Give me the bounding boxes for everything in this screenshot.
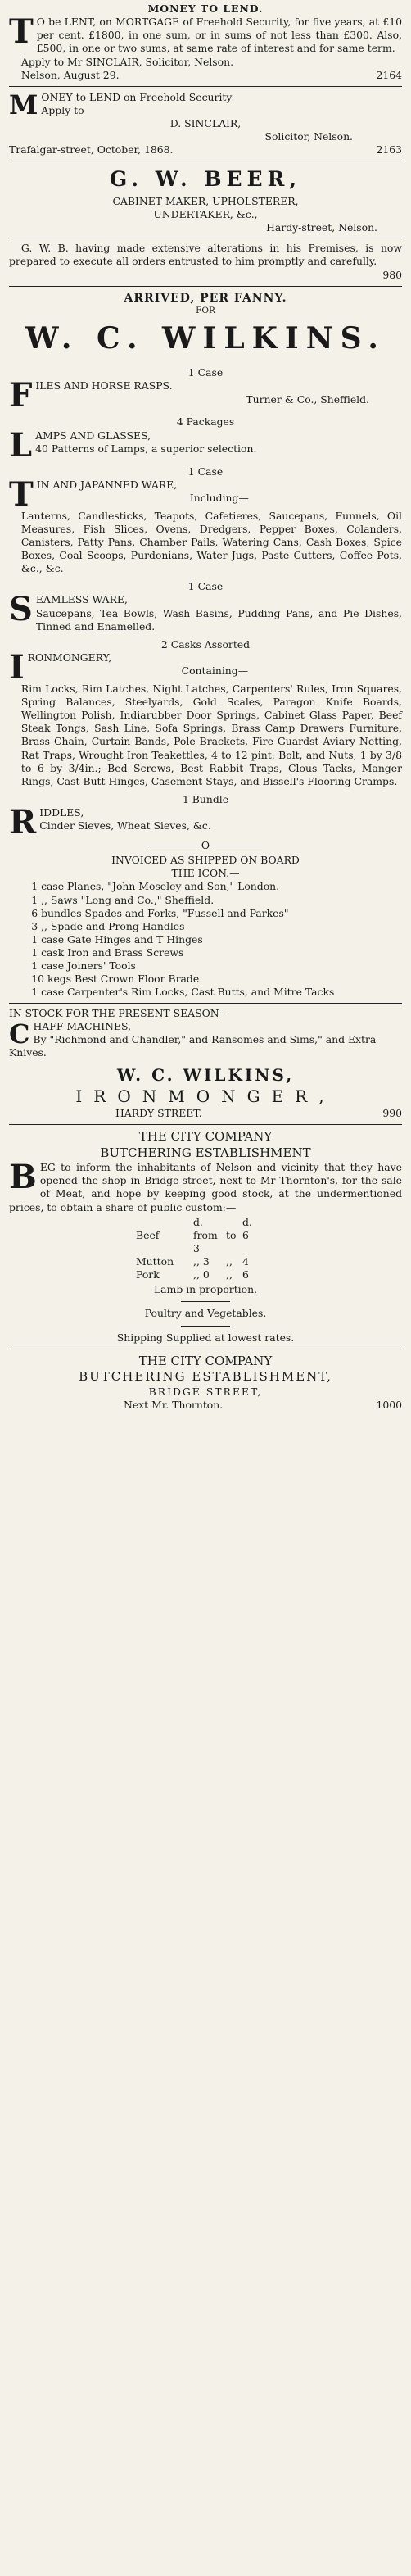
ad-wilkins — [9, 291, 402, 1121]
price-from: ,, 3 — [193, 1255, 210, 1268]
list-item: 1 cask Iron and Brass Screws — [31, 946, 184, 959]
ad-title: BUTCHERING ESTABLISHMENT, — [79, 1369, 332, 1385]
ad-body: EG to inform the inhabitants of Nelson and vicinity that they have opened the shop in Bridge-street, next to Mr Thornton's, for the sale of Meat, and hope by keeping good stock, at the undermentioned prices, to obtain a share of public custom:— — [9, 1161, 402, 1213]
section-body: Saucepans, Tea Bowls, Wash Basins, Pudding Pans, and Pie Dishes, Tinned and Enamelled. — [35, 606, 402, 633]
drop-cap: I — [9, 647, 25, 687]
section-head: AMPS AND GLASSES, — [35, 429, 151, 442]
price-item: Beef — [136, 1228, 160, 1241]
section-head: RONMONGERY, — [27, 651, 112, 664]
section-qty: 2 Casks Assorted — [160, 637, 251, 651]
list-item: 1 case Joiners' Tools — [31, 959, 136, 973]
price-table — [9, 1216, 402, 1282]
section-body: By "Richmond and Chandler," and Ransomes and Sims," and Extra Knives. — [9, 1032, 377, 1059]
section-sub: Including— — [189, 491, 249, 504]
ad-apply: Apply to Mr SINCLAIR, Solicitor, Nelson. — [20, 55, 234, 68]
section-qty: 4 Packages — [176, 415, 235, 429]
ad-heading: MONEY TO LEND. — [147, 2, 264, 15]
ad-dateline: Nelson, August 29. — [20, 68, 120, 81]
invoice-ship: THE ICON.— — [171, 867, 240, 880]
short-divider — [181, 1301, 230, 1302]
separator-glyph: O — [201, 839, 210, 851]
drop-cap: M — [9, 88, 38, 120]
ad-number: 980 — [382, 268, 402, 281]
ad-title: W. C. WILKINS. — [25, 321, 386, 356]
ad-trade: IRONMONGER, — [75, 1086, 336, 1106]
ad-trades: CABINET MAKER, UPHOLSTERER, — [112, 194, 299, 207]
invoice-heading: INVOICED AS SHIPPED ON BOARD — [111, 854, 300, 867]
list-item: 10 kegs Best Crown Floor Brade — [31, 973, 200, 986]
ad-city-company — [9, 1129, 402, 1345]
list-item: 1 case Carpenter's Rim Locks, Cast Butts, and Mitre Tacks — [31, 986, 335, 999]
ad-g-w-beer — [9, 166, 402, 281]
section-head: ILES AND HORSE RASPS. — [35, 379, 173, 392]
drop-cap: S — [9, 590, 33, 629]
ad-title: THE CITY COMPANY — [138, 1353, 273, 1368]
ad-address: Hardy-street, Nelson. — [266, 221, 377, 234]
newspaper-column — [9, 0, 402, 1412]
section-sub: Containing— — [181, 664, 249, 677]
stock-heading: IN STOCK FOR THE PRESENT SEASON— — [9, 1006, 229, 1019]
section-body: 40 Patterns of Lamps, a superior selection. — [35, 442, 257, 455]
ad-title: THE CITY COMPANY — [138, 1129, 273, 1145]
price-to: to — [226, 1228, 237, 1241]
section-head: IDDLES, — [39, 806, 84, 819]
ad-body: G. W. B. having made extensive alterations in his Premises, is now prepared to execute all orders entrusted to him promptly and carefully. — [9, 242, 402, 268]
ad-number: 2164 — [376, 68, 402, 81]
ad-next: Next Mr. Thornton. — [124, 1398, 224, 1411]
section-qty: 1 Case — [187, 465, 224, 478]
drop-cap: T — [9, 474, 34, 514]
ornament-separator — [9, 839, 402, 852]
section-qty: 1 Bundle — [182, 792, 229, 805]
ad-line: ONEY to LEND on Freehold Security — [41, 90, 233, 103]
ad-note: Shipping Supplied at lowest rates. — [116, 1331, 295, 1344]
price-val: 6 — [242, 1228, 249, 1241]
ad-body: O be LENT, on MORTGAGE of Freehold Security, for five years, at £10 per cent. £1800, in one sum, or in sums of not less than £300. Also, £500, in one or two sums, at same rate of interest and for same term. — [36, 16, 402, 55]
list-item: 1 case Planes, "John Moseley and Son," London. — [31, 880, 280, 893]
list-item: 1 case Gate Hinges and T Hinges — [31, 932, 203, 946]
ad-name: D. SINCLAIR, — [169, 117, 242, 129]
ad-number: 2163 — [376, 143, 402, 156]
ad-number: 1000 — [376, 1398, 402, 1411]
section-head: IN AND JAPANNED WARE, — [36, 478, 178, 491]
price-item: Mutton — [136, 1255, 174, 1268]
price-val: 4 — [242, 1255, 249, 1268]
section-body: Cinder Sieves, Wheat Sieves, &c. — [39, 819, 211, 832]
price-to: ,, — [226, 1255, 233, 1268]
list-item: 6 bundles Spades and Forks, "Fussell and Parkes" — [31, 906, 289, 919]
section-body: Lanterns, Candlesticks, Teapots, Cafetieres, Saucepans, Funnels, Oil Measures, Fish Slices, Ovens, Dredgers, Pepper Boxes, Colanders, Canisters, Patty Pans, Chamber Pails, Watering Cans, Cash Boxes, Spice Boxes, Coal Scoops, Purdonians, Water Jugs, Paste Cutters, Coffee Pots, &c., &c. — [20, 509, 402, 575]
divider — [9, 86, 402, 87]
ad-note: Poultry and Vegetables. — [144, 1307, 267, 1320]
col-header: d. — [242, 1215, 252, 1228]
ad-city-company-2 — [9, 1354, 402, 1412]
ad-title: G. W. BEER, — [109, 167, 302, 192]
drop-cap: C — [9, 1018, 30, 1050]
ad-trades: UNDERTAKER, &c., — [153, 208, 258, 220]
ad-heading: ARRIVED, PER FANNY. — [124, 291, 287, 305]
ad-name: W. C. WILKINS, — [116, 1065, 295, 1085]
invoice-list — [9, 880, 402, 999]
short-divider — [181, 1326, 230, 1327]
section-qty: 1 Case — [187, 366, 224, 379]
section-maker: Turner & Co., Sheffield. — [246, 392, 369, 406]
drop-cap: B — [9, 1158, 37, 1197]
section-body: Rim Locks, Rim Latches, Night Latches, Carpenters' Rules, Iron Squares, Spring Balances, Steelyards, Gold Scales, Paragon Knife Boards, Wellington Polish, Indiarubber Door Springs, Cabinet Glass Paper, Beef Steak Tongs, Sash Line, Sofa Springs, Brass Camp Drawers Furniture, Brass Chain, Curtain Bands, Pole Brackets, Fire Guardst Aviary Netting, Rat Traps, Wrought Iron Teakettles, 4 to 12 pint; Bolt, and Nuts, 1 by 3/8 to 6 by 3/4in.; Bed Screws, Best Rabbit Traps, Clous Tacks, Manger Rings, Cast Butt Hinges, Casement Stays, and Bissell's Flooring Cramps. — [20, 682, 402, 787]
drop-cap: T — [9, 12, 34, 52]
list-item: 1 ,, Saws "Long and Co.," Sheffield. — [31, 893, 215, 906]
ad-number: 990 — [382, 1107, 402, 1119]
price-to: ,, — [226, 1268, 233, 1281]
ad-dateline: Trafalgar-street, October, 1868. — [9, 143, 174, 156]
drop-cap: R — [9, 803, 37, 841]
price-from: from 3 — [193, 1228, 218, 1254]
ad-money-to-lend-2 — [9, 88, 402, 157]
col-header: d. — [193, 1215, 203, 1228]
ad-note: Lamb in proportion. — [153, 1283, 258, 1296]
drop-cap: L — [9, 425, 33, 465]
ad-for: FOR — [196, 305, 215, 315]
ad-street: HARDY STREET. — [115, 1107, 202, 1119]
section-head: HAFF MACHINES, — [33, 1019, 132, 1032]
divider — [9, 1003, 402, 1004]
divider — [9, 1124, 402, 1125]
drop-cap: F — [9, 376, 33, 415]
list-item: 3 ,, Spade and Prong Handles — [31, 919, 185, 932]
price-val: 6 — [242, 1268, 249, 1281]
price-item: Pork — [136, 1268, 160, 1281]
ad-street: BRIDGE STREET, — [148, 1385, 263, 1398]
price-from: ,, 0 — [193, 1268, 210, 1281]
ad-line: Apply to — [41, 103, 84, 116]
ad-money-to-lend — [9, 2, 402, 82]
section-qty: 1 Case — [187, 580, 224, 593]
divider — [9, 286, 402, 287]
section-head: EAMLESS WARE, — [35, 593, 128, 606]
ad-title: BUTCHERING ESTABLISHMENT — [100, 1145, 311, 1160]
ad-title: Solicitor, Nelson. — [264, 130, 353, 143]
